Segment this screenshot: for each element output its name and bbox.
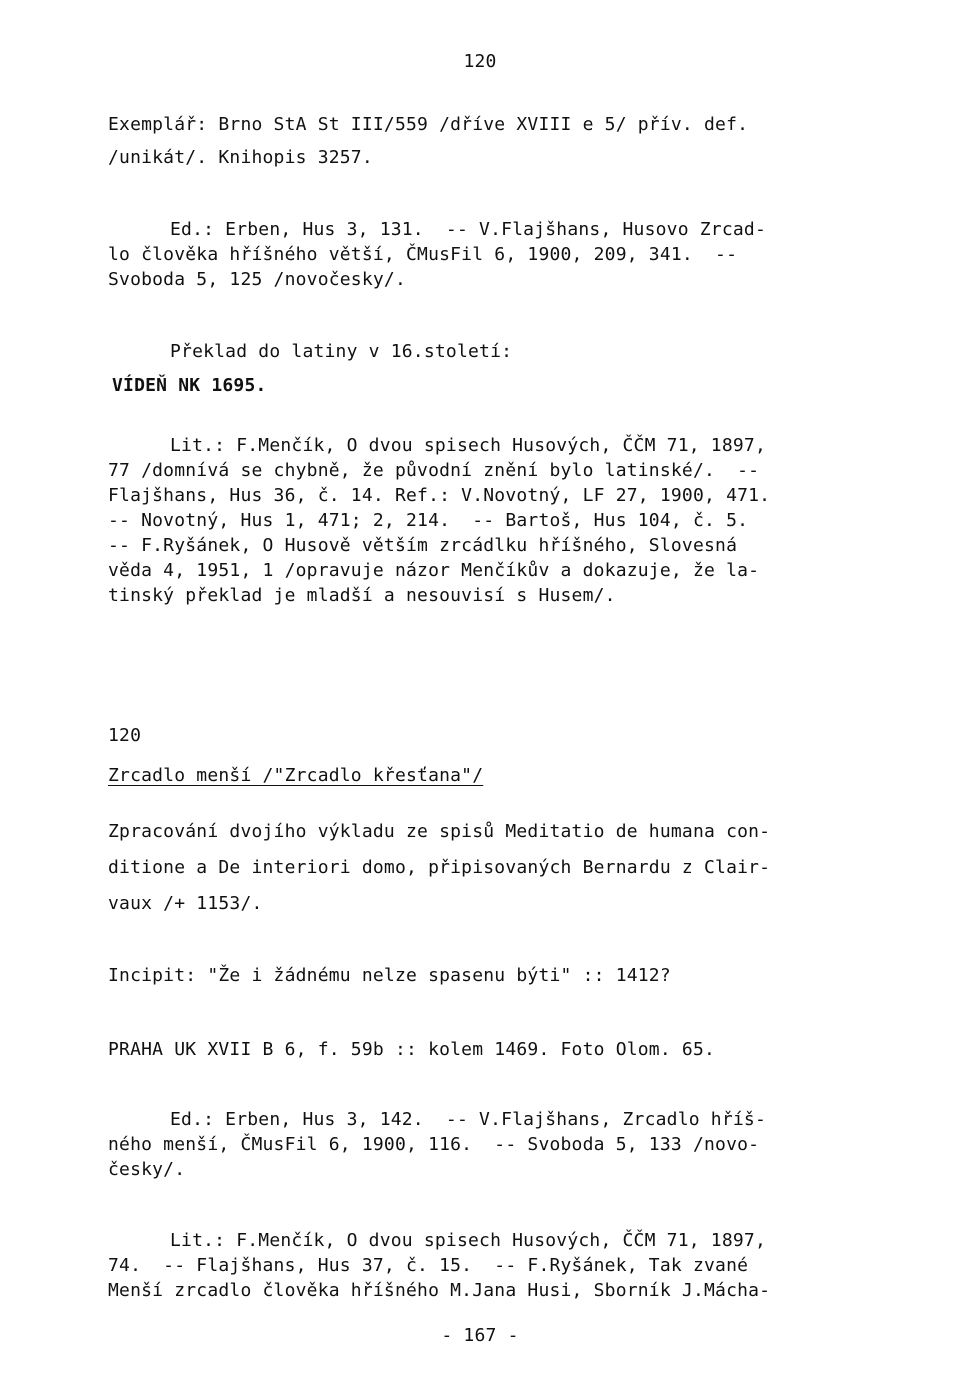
exemplar-line-2: /unikát/. Knihopis 3257. bbox=[108, 147, 373, 168]
entry-literature-line-3: Menší zrcadlo člověka hříšného M.Jana Husi, Sborník J.Mácha- bbox=[108, 1280, 771, 1301]
page-number-bottom: - 167 - bbox=[441, 1325, 519, 1346]
editions-line-3: Svoboda 5, 125 /novočesky/. bbox=[108, 269, 406, 290]
literature-line-2: 77 /domnívá se chybně, že původní znění bylo latinské/. -- bbox=[108, 460, 760, 481]
translation-heading: Překlad do latiny v 16.století: bbox=[170, 341, 513, 362]
literature-line-5: -- F.Ryšánek, O Husově větším zrcádlku hříšného, Slovesná bbox=[108, 535, 738, 556]
entry-number: 120 bbox=[108, 725, 142, 746]
exemplar-line-1: Exemplář: Brno StA St III/559 /dříve XVIII e 5/ přív. def. bbox=[108, 114, 749, 135]
incipit: Incipit: "Že i žádnému nelze spasenu býti" :: 1412? bbox=[108, 965, 671, 986]
entry-literature-line-2: 74. -- Flajšhans, Hus 37, č. 15. -- F.Ryšánek, Tak zvané bbox=[108, 1255, 749, 1276]
translation-manuscript: VÍDEŇ NK 1695. bbox=[112, 375, 267, 396]
description-line-1: Zpracování dvojího výkladu ze spisů Meditatio de humana con- bbox=[108, 821, 771, 842]
literature-line-1: Lit.: F.Menčík, O dvou spisech Husových, ČČM 71, 1897, bbox=[170, 435, 766, 456]
entry-editions-line-3: česky/. bbox=[108, 1159, 186, 1180]
entry-title: Zrcadlo menší /"Zrcadlo křesťana"/ bbox=[108, 765, 484, 786]
page-number-top: 120 bbox=[463, 51, 497, 72]
description-line-2: ditione a De interiori domo, připisovaných Bernardu z Clair- bbox=[108, 857, 771, 878]
literature-line-4: -- Novotný, Hus 1, 471; 2, 214. -- Bartoš, Hus 104, č. 5. bbox=[108, 510, 749, 531]
literature-line-3: Flajšhans, Hus 36, č. 14. Ref.: V.Novotný, LF 27, 1900, 471. bbox=[108, 485, 771, 506]
editions-line-1: Ed.: Erben, Hus 3, 131. -- V.Flajšhans, Husovo Zrcad- bbox=[170, 219, 766, 240]
entry-literature-line-1: Lit.: F.Menčík, O dvou spisech Husových, ČČM 71, 1897, bbox=[170, 1230, 766, 1251]
manuscript: PRAHA UK XVII B 6, f. 59b :: kolem 1469. Foto Olom. 65. bbox=[108, 1039, 716, 1060]
entry-editions-line-1: Ed.: Erben, Hus 3, 142. -- V.Flajšhans, Zrcadlo hříš- bbox=[170, 1109, 766, 1130]
editions-line-2: lo člověka hříšného větší, ČMusFil 6, 1900, 209, 341. -- bbox=[108, 244, 738, 265]
literature-line-7: tinský překlad je mladší a nesouvisí s Husem/. bbox=[108, 585, 616, 606]
description-line-3: vaux /+ 1153/. bbox=[108, 893, 263, 914]
literature-line-6: věda 4, 1951, 1 /opravuje názor Menčíkův a dokazuje, že la- bbox=[108, 560, 760, 581]
entry-editions-line-2: ného menší, ČMusFil 6, 1900, 116. -- Svoboda 5, 133 /novo- bbox=[108, 1134, 760, 1155]
